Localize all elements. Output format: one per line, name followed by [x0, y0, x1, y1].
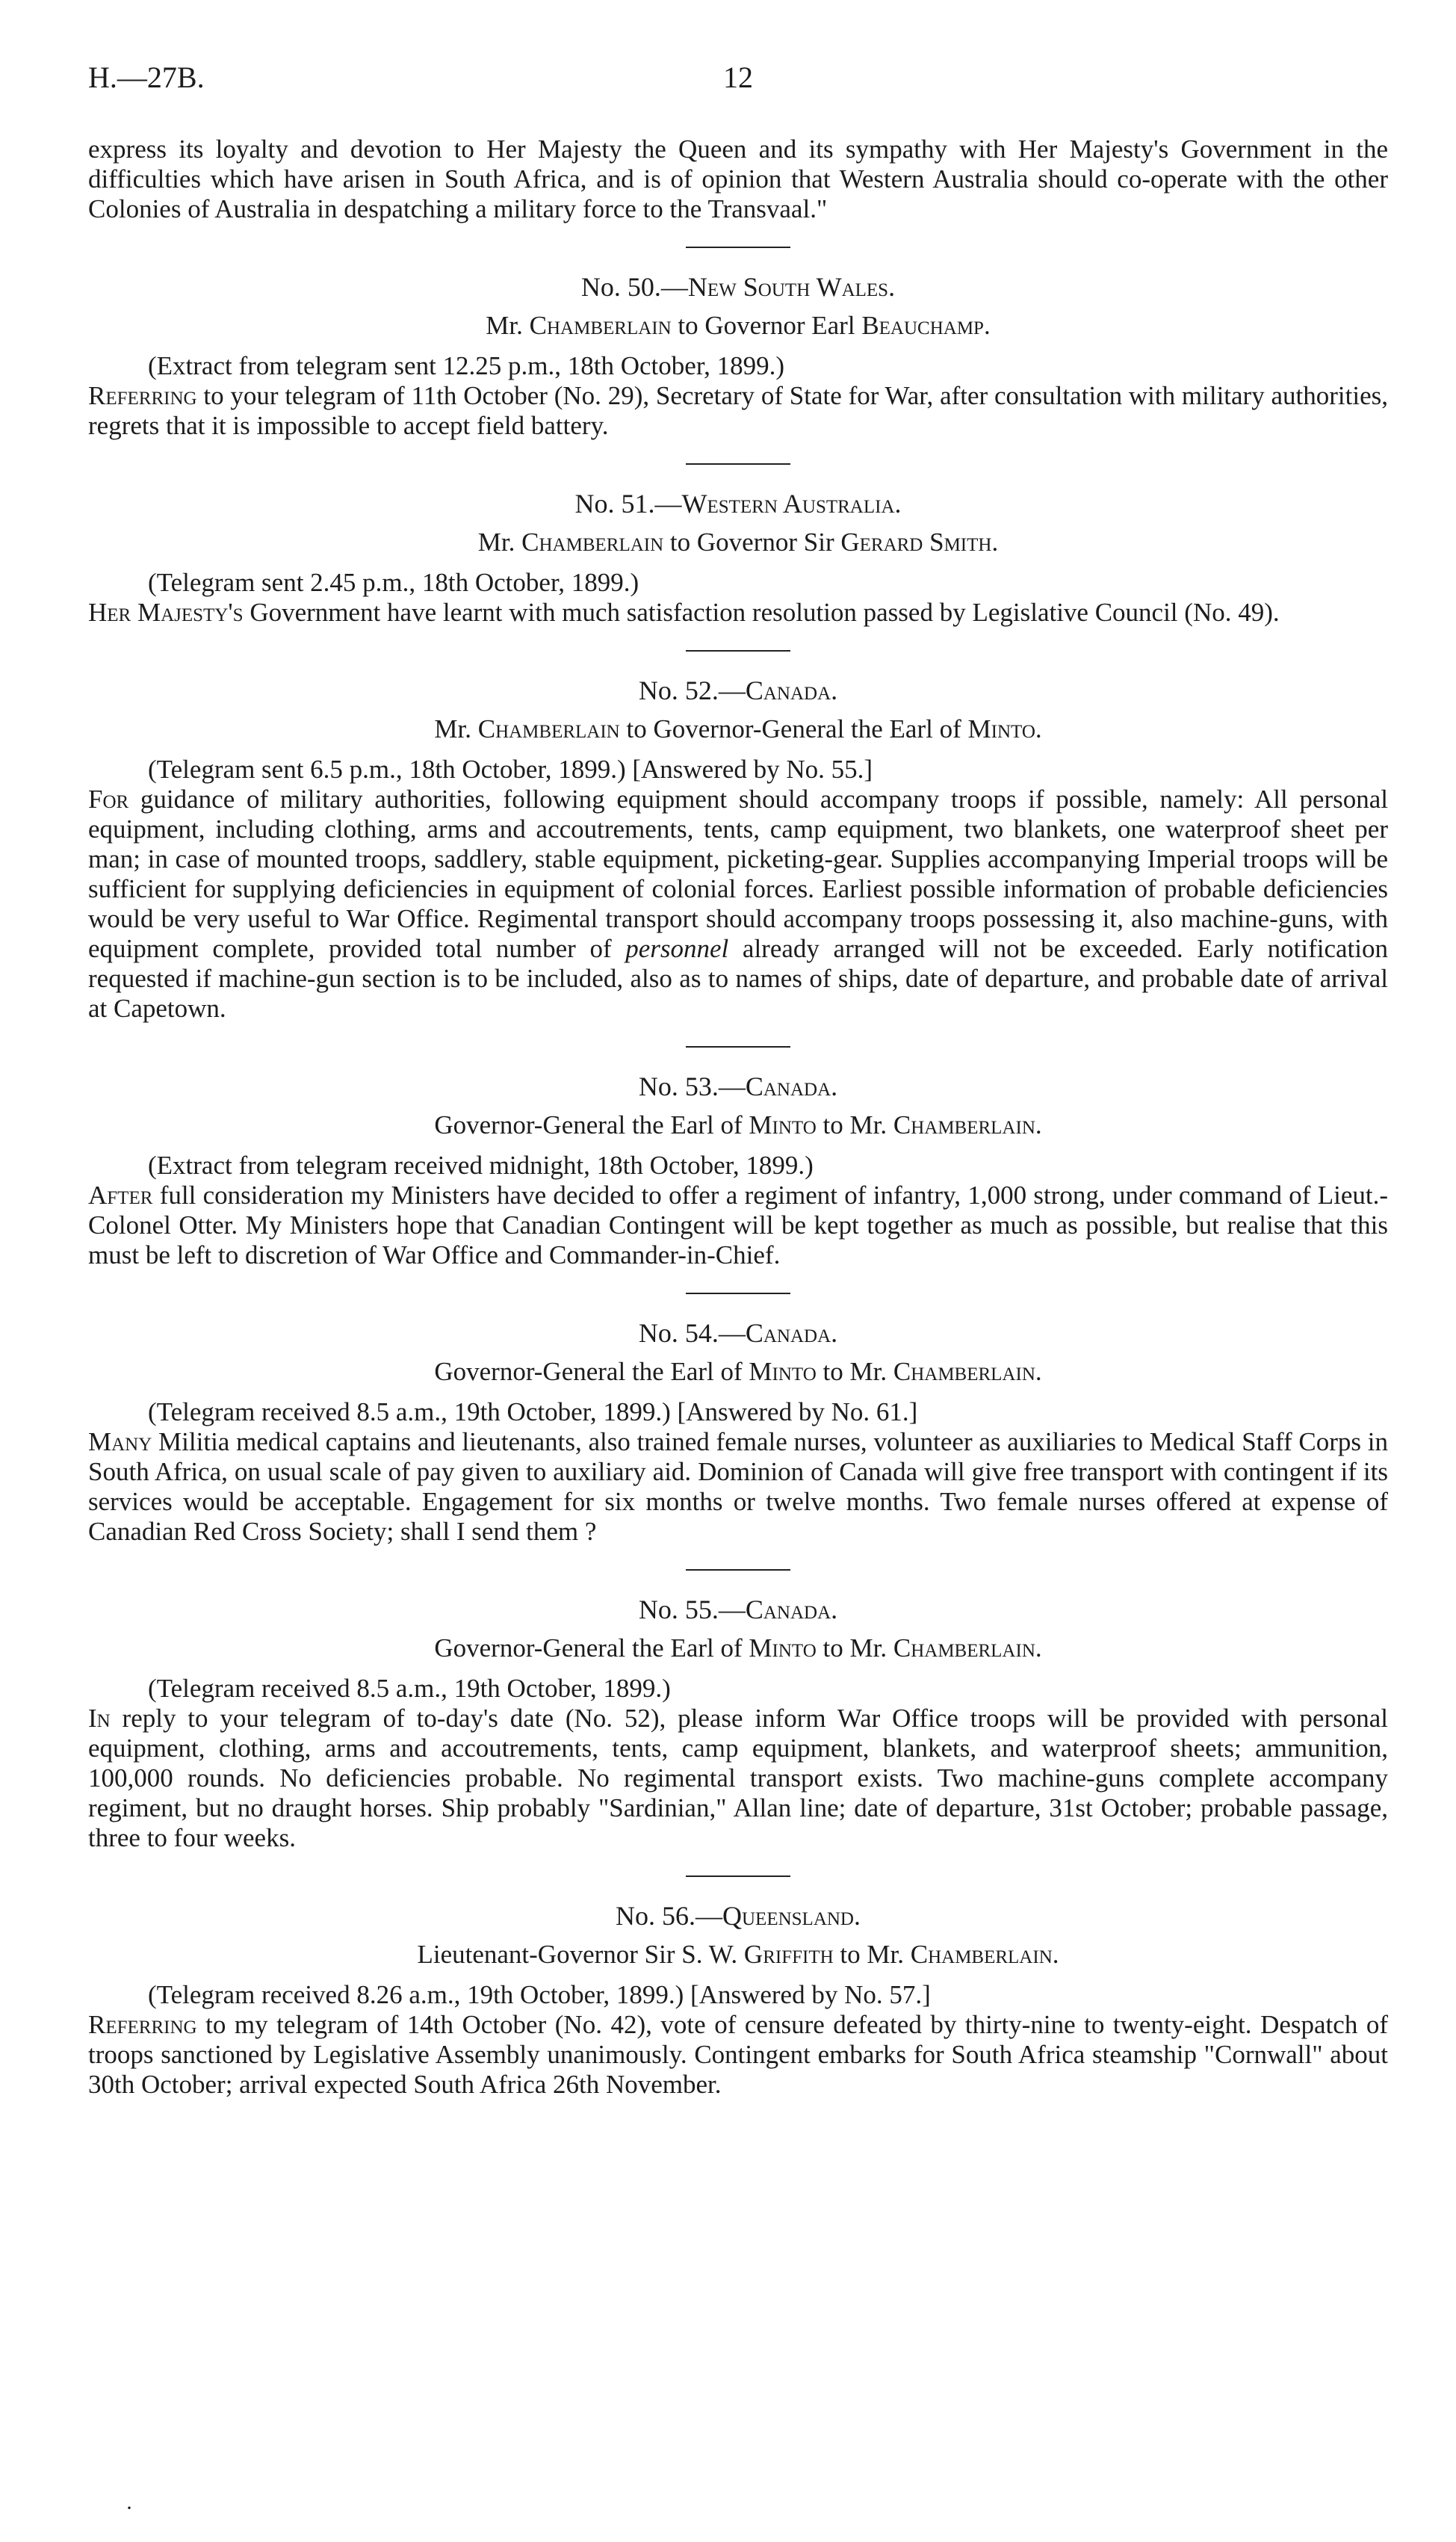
document-body: Referring to my telegram of 14th October (No. 42), vote of censure defeated by thirty-nine to twenty-eight. Despatch of troops sanctioned by Legislative Assembly unanimously. Contingent embarks for South Africa steamship "Cornwall" about 30th October; arrival expected South Africa 26th November. [88, 2010, 1388, 2099]
document-title: No. 51.—Western Australia. [574, 489, 902, 519]
document-body: For guidance of military authorities, following equipment should accompany troops if possible, namely: All personal equipment, including clothing, arms and accoutrements, tents, camp equipment, two blankets, one waterproof sheet per man; in case of mounted troops, saddlery, stable equipment, picketing-gear. Supplies accompanying Imperial troops will be sufficient for supplying deficiencies in equipment of colonial forces. Earliest possible information of probable deficiencies would be very useful to War Office. Regimental transport should accompany troops possessing it, also machine-guns, with equipment complete, provided total number of personnel already arranged will not be exceeded. Early notification requested if machine-gun section is to be included, also as to names of ships, date of departure, and probable date of arrival at Capetown. [88, 785, 1388, 1023]
document-title: No. 53.—Canada. [638, 1071, 838, 1101]
document-correspondents: Mr. Chamberlain to Governor-General the Earl of Minto. [434, 714, 1042, 743]
scan-speck: · [126, 2496, 133, 2520]
document-no-52 [88, 675, 1388, 1024]
document-title: No. 55.—Canada. [638, 1595, 838, 1624]
document-body: Many Militia medical captains and lieutenants, also trained female nurses, volunteer as auxiliaries to Medical Staff Corps in South Africa, on usual scale of pay given to auxiliary aid. Dominion of Canada will give free transport with contingent if its services would be acceptable. Engagement for six months or twelve months. Two female nurses offered at expense of Canadian Red Cross Society; shall I send them ? [88, 1427, 1388, 1546]
document-correspondents: Governor-General the Earl of Minto to Mr. Chamberlain. [434, 1357, 1042, 1386]
section-divider [686, 463, 790, 465]
document-correspondents: Governor-General the Earl of Minto to Mr. Chamberlain. [434, 1110, 1042, 1139]
section-divider [686, 1875, 790, 1877]
document-body: After full consideration my Ministers have decided to offer a regiment of infantry, 1,000 strong, under command of Lieut.-Colonel Otter. My Ministers hope that Canadian Contingent will be kept together as much as possible, but realise that this must be left to discretion of War Office and Commander-in-Chief. [88, 1181, 1388, 1270]
document-no-51 [88, 489, 1388, 628]
document-correspondents: Governor-General the Earl of Minto to Mr. Chamberlain. [434, 1633, 1042, 1663]
document-body: In reply to your telegram of to-day's date (No. 52), please inform War Office troops will be provided with personal equipment, clothing, arms and accoutrements, tents, camp equipment, blankets, and waterproof sheets; ammunition, 100,000 rounds. No deficiencies probable. No regimental transport exists. Two machine-guns complete accompany regiment, but no draught horses. Ship probably "Sardinian," Allan line; date of departure, 31st October; probable passage, three to four weeks. [88, 1704, 1388, 1852]
section-divider [686, 1569, 790, 1571]
document-correspondents: Lieutenant-Governor Sir S. W. Griffith to Mr. Chamberlain. [417, 1940, 1059, 1969]
intro-paragraph: express its loyalty and devotion to Her Majesty the Queen and its sympathy with Her Majesty's Government in the difficulties which have arisen in South Africa, and is of opinion that Western Australia should co-operate with the other Colonies of Australia in despatching a military force to the Transvaal." [88, 134, 1388, 223]
document-title: No. 56.—Queensland. [616, 1901, 861, 1931]
document-correspondents: Mr. Chamberlain to Governor Sir Gerard Smith. [477, 528, 999, 557]
section-divider [686, 650, 790, 652]
telegram-info: (Extract from telegram sent 12.25 p.m., 18th October, 1899.) [148, 351, 784, 380]
document-title: No. 52.—Canada. [638, 675, 838, 705]
document-body: Referring to your telegram of 11th October (No. 29), Secretary of State for War, after consultation with military authorities, regrets that it is impossible to accept field battery. [88, 381, 1388, 440]
section-divider [686, 247, 790, 248]
page-content [88, 134, 1388, 2100]
telegram-info: (Telegram received 8.5 a.m., 19th October, 1899.) [Answered by No. 61.] [148, 1397, 918, 1426]
document-no-54 [88, 1318, 1388, 1547]
telegram-info: (Telegram sent 6.5 p.m., 18th October, 1899.) [Answered by No. 55.] [148, 755, 873, 784]
document-no-55 [88, 1595, 1388, 1853]
telegram-info: (Extract from telegram received midnight, 18th October, 1899.) [148, 1151, 814, 1180]
page-header [88, 60, 1388, 105]
document-no-53 [88, 1071, 1388, 1270]
section-divider [686, 1293, 790, 1294]
document-body: Her Majesty's Government have learnt with much satisfaction resolution passed by Legislative Council (No. 49). [88, 598, 1280, 627]
telegram-info: (Telegram received 8.5 a.m., 19th October, 1899.) [148, 1674, 671, 1703]
telegram-info: (Telegram sent 2.45 p.m., 18th October, 1899.) [148, 568, 639, 597]
document-correspondents: Mr. Chamberlain to Governor Earl Beauchamp. [486, 311, 991, 340]
telegram-info: (Telegram received 8.26 a.m., 19th October, 1899.) [Answered by No. 57.] [148, 1980, 931, 2009]
section-divider [686, 1046, 790, 1048]
document-title: No. 54.—Canada. [638, 1318, 838, 1348]
document-no-50 [88, 272, 1388, 441]
document-reference: H.—27B. [88, 61, 205, 94]
document-no-56 [88, 1901, 1388, 2100]
page-number: 12 [723, 61, 753, 94]
document-title: No. 50.—New South Wales. [580, 272, 896, 302]
